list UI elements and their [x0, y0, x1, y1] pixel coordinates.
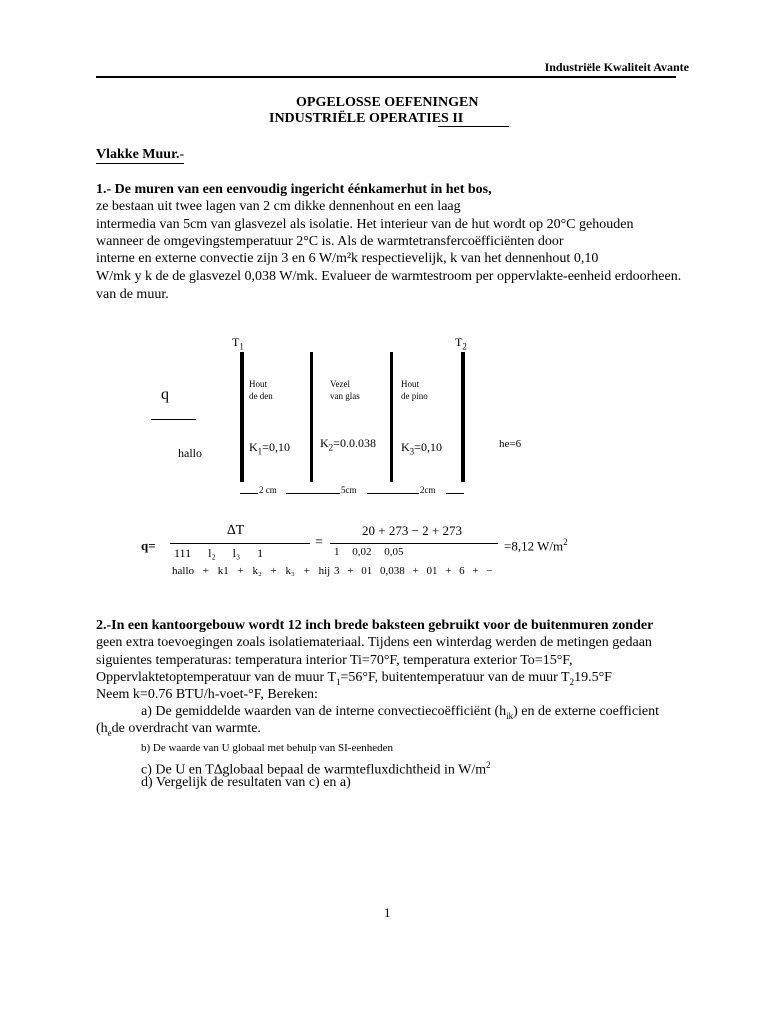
exercise-2-question-b: b) De waarde van U globaal met behulp van SI-eenheden	[141, 742, 393, 754]
dim-line	[367, 493, 419, 494]
layer-1-label: Hout de den	[249, 379, 273, 401]
formula-q-label: q=	[141, 538, 156, 553]
exercise-2-line: siguientes temperaturas: temperatura interior Ti=70°F, temperatura exterior To=15°F,	[96, 653, 573, 668]
dim-line	[286, 493, 340, 494]
layer-2-label: Vezel van glas	[330, 379, 360, 401]
he-value: he=6	[499, 438, 522, 450]
k3-value: $K_3=0,10$	[401, 440, 442, 457]
exercise-2-question-d: d) Vergelijk de resultaten van c) en a)	[141, 775, 351, 790]
flux-arrow-line	[151, 419, 196, 420]
formula-numerator-left: ∆T	[227, 523, 245, 538]
exercise-2-lead: 2.-In een kantoorgebouw wordt 12 inch brede baksteen gebruikt voor de buitenmuren zonder	[96, 618, 654, 633]
dim-3-label: 2cm	[420, 485, 436, 495]
exercise-1-lead: 1.- De muren van een eenvoudig ingericht éénkamerhut in het bos,	[96, 182, 492, 197]
running-header: Industriële Kwaliteit Avante	[544, 60, 689, 74]
title-line-2: INDUSTRIËLE OPERATIES II	[269, 111, 464, 126]
t2-label: $T_2$	[455, 335, 467, 352]
section-heading-underline	[96, 163, 184, 164]
dim-2-label: 5cm	[341, 485, 357, 495]
title-underline	[438, 126, 509, 127]
exercise-1-line: ze bestaan uit twee lagen van 2 cm dikke dennenhout en een laag	[96, 199, 461, 214]
wall-boundary-1	[310, 352, 313, 482]
exercise-2-line: geen extra toevoegingen zoals isolatiemateriaal. Tijdens een winterdag werden de metingen gedaan	[96, 635, 652, 650]
formula-denominator-right-bottom: 3 + 01 0,038 + 01 + 6 + −	[334, 565, 493, 577]
fraction-bar-right	[330, 543, 498, 544]
formula-denominator-right-top: 1 0,02 0,05	[334, 546, 404, 558]
inner-label: hallo	[178, 446, 202, 460]
k2-value: $K_2=0.0.038$	[320, 436, 376, 453]
exercise-1-line: W/mk y k de de glasvezel 0,038 W/mk. Evalueer de warmtestroom per oppervlakte-eenheid erdoorheen.	[96, 269, 682, 284]
dim-1-label: 2 cm	[259, 485, 277, 495]
header-rule	[96, 76, 676, 78]
section-heading: Vlakke Muur.-	[96, 147, 185, 162]
wall-boundary-outer	[461, 352, 465, 482]
exercise-2-line: Oppervlaktetoptemperatuur van de muur $T_1=56^\circ F$, buitentemperatuur van de muur $T_219.5^\circ F$	[96, 670, 612, 687]
exercise-2-question-a: a) De gemiddelde waarden van de interne convectiecoëfficiënt $(h_{ik})$ en de externe coefficient	[141, 704, 660, 721]
wall-boundary-2	[390, 352, 393, 482]
exercise-2-question-a-cont: ($h_ede$ overdracht van warmte.	[96, 721, 261, 738]
page-number: 1	[384, 905, 391, 920]
heat-flux-label: q	[161, 386, 169, 403]
formula-numerator-right: 20 + 273 − 2 + 273	[362, 523, 462, 538]
exercise-1-line: intermedia van 5cm van glasvezel als isolatie. Het interieur van de hut wordt op 20°C gehouden	[96, 217, 634, 232]
exercise-2-line: Neem k=0.76 BTU/h-voet-°F, Bereken:	[96, 687, 318, 702]
dim-line	[446, 493, 464, 494]
t1-label: $T_1$	[232, 335, 244, 352]
formula-denominator-left-top: 111 l₂ l₃ 1	[174, 546, 264, 560]
title-line-1: OPGELOSSE OEFENINGEN	[296, 95, 479, 110]
formula-denominator-left-bottom: hallo + k1 + k₂ + k₃ + hij	[172, 565, 331, 577]
dim-line	[240, 493, 258, 494]
fraction-bar-left	[170, 543, 310, 544]
exercise-1-line: interne en externe convectie zijn 3 en 6 W/m²k respectievelijk, k van het dennenhout 0,10	[96, 251, 599, 266]
k1-value: $K_1=0,10$	[249, 440, 290, 457]
exercise-1-line: wanneer de omgevingstemperatuur 2°C is. Als de warmtetransfercoëfficiënten door	[96, 234, 564, 249]
formula-result: =8,12 $W/m^2$	[504, 537, 568, 554]
exercise-1-line: van de muur.	[96, 287, 169, 302]
formula-equals: =	[315, 535, 323, 550]
wall-boundary-inner	[240, 352, 244, 482]
exercise-2-question-c: c) De U en T∆globaal bepaal de warmtefluxdichtheid in $W/m^2$	[141, 760, 491, 778]
layer-3-label: Hout de pino	[401, 379, 428, 401]
